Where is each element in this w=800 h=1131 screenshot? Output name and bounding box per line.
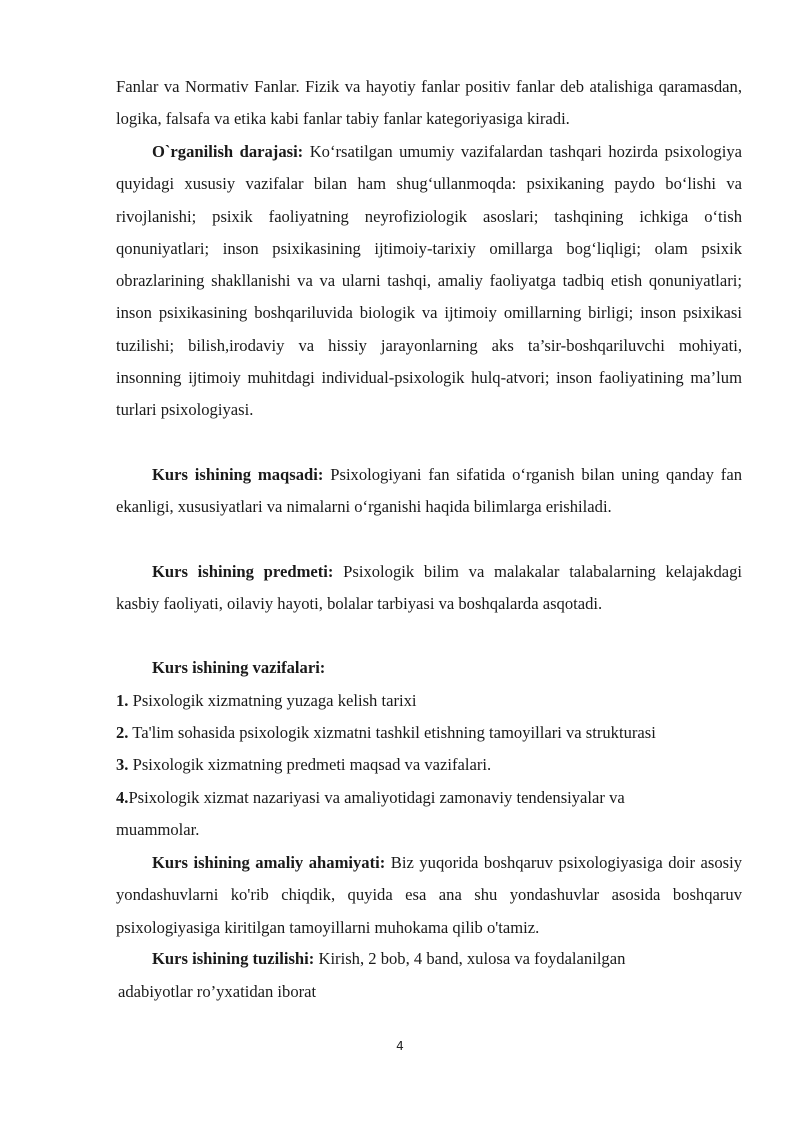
paragraph-intro-text: Fanlar va Normativ Fanlar. Fizik va hayotiy fanlar positiv fanlar deb atalishiga qaramasdan, logika, falsafa va etika kabi fanlar tabiy fanlar kategoriyasiga kiradi. (116, 77, 742, 129)
paragraph-structure (152, 943, 778, 975)
paragraph-intro (116, 71, 742, 136)
task-item-1 (116, 685, 742, 717)
goal-label: Kurs ishining maqsadi: (152, 465, 324, 484)
task-text: Psixologik xizmatning predmeti maqsad va vazifalari. (128, 755, 492, 774)
task-text: Psixologik xizmat nazariyasi va amaliyotidagi zamonaviy tendensiyalar va (128, 788, 625, 807)
subject-label: Kurs ishining predmeti: (152, 562, 334, 581)
practical-importance-text: Biz yuqorida boshqaruv psixologiyasiga doir asosiy yondashuvlarni ko'rib chiqdik, quyida esa ana shu yondashuvlar asosida boshqaruv psixologiyasiga kiritilgan tamoyillarni muhokama qilib o'tamiz. (116, 853, 743, 937)
structure-text: Kirish, 2 bob, 4 band, xulosa va foydalanilgan (314, 949, 626, 968)
task-item-4 (116, 782, 742, 814)
task-number: 3. (116, 755, 129, 774)
task-text: muammolar. (116, 820, 200, 839)
tasks-heading (116, 652, 742, 684)
paragraph-structure-continued (118, 976, 744, 1008)
task-text: Psixologik xizmatning yuzaga kelish tarixi (128, 691, 417, 710)
goal-text: Psixologiyani fan sifatida o‘rganish bilan uning qanday fan ekanligi, xususiyatlari va nimalarni o‘rganishi haqida bilimlarga erishiladi. (116, 465, 742, 517)
study-level-label: O`rganilish darajasi: (152, 142, 304, 161)
tasks-label: Kurs ishining vazifalari: (152, 658, 326, 677)
task-item-3 (116, 749, 742, 781)
study-level-text: Ko‘rsatilgan umumiy vazifalardan tashqari hozirda psixologiya quyidagi xususiy vazifalar bilan ham shug‘ullanmoqda: psixikaning paydo bo‘lishi va rivojlanishi; psixik faoliyatning neyrofiziologik asoslari; tashqining ichkiga o‘tish qonuniyatlari; inson psixikasining ijtimoiy-tarixiy omillarga bog‘liqligi; olam psixik obrazlarining shakllanishi va va ularni tashqi, amaliy faoliyatga tadbiq etish qonuniyatlari; inson psixikasining boshqariluvida biologik va ijtimoiy omillarning birligi; inson psixikasi tuzilishi; bilish,irodaviy va hissiy jarayonlarning aks ta’sir-boshqariluvchi mohiyati, insonning ijtimoiy muhitdagi individual-psixologik hulq-atvori; inson faoliyatining ma’lum turlari psixologiyasi. (116, 142, 743, 420)
paragraph-study-level (116, 136, 742, 427)
paragraph-subject (116, 556, 742, 621)
paragraph-goal (116, 459, 742, 524)
task-text: Ta'lim sohasida psixologik xizmatni tashkil etishning tamoyillari va strukturasi (128, 723, 656, 742)
paragraph-practical-importance (116, 847, 742, 944)
structure-label: Kurs ishining tuzilishi: (152, 949, 315, 968)
subject-text: Psixologik bilim va malakalar talabalarning kelajakdagi kasbiy faoliyati, oilaviy hayoti, bolalar tarbiyasi va boshqalarda asqotadi. (116, 562, 743, 614)
structure-text-continued: adabiyotlar ro’yxatidan iborat (118, 982, 317, 1001)
task-number: 2. (116, 723, 129, 742)
task-item-2 (116, 717, 742, 749)
practical-importance-label: Kurs ishining amaliy ahamiyati: (152, 853, 386, 872)
task-number: 1. (116, 691, 129, 710)
task-number: 4. (116, 788, 129, 807)
page-number: 4 (396, 1039, 404, 1053)
task-item-4-continued (116, 814, 742, 846)
